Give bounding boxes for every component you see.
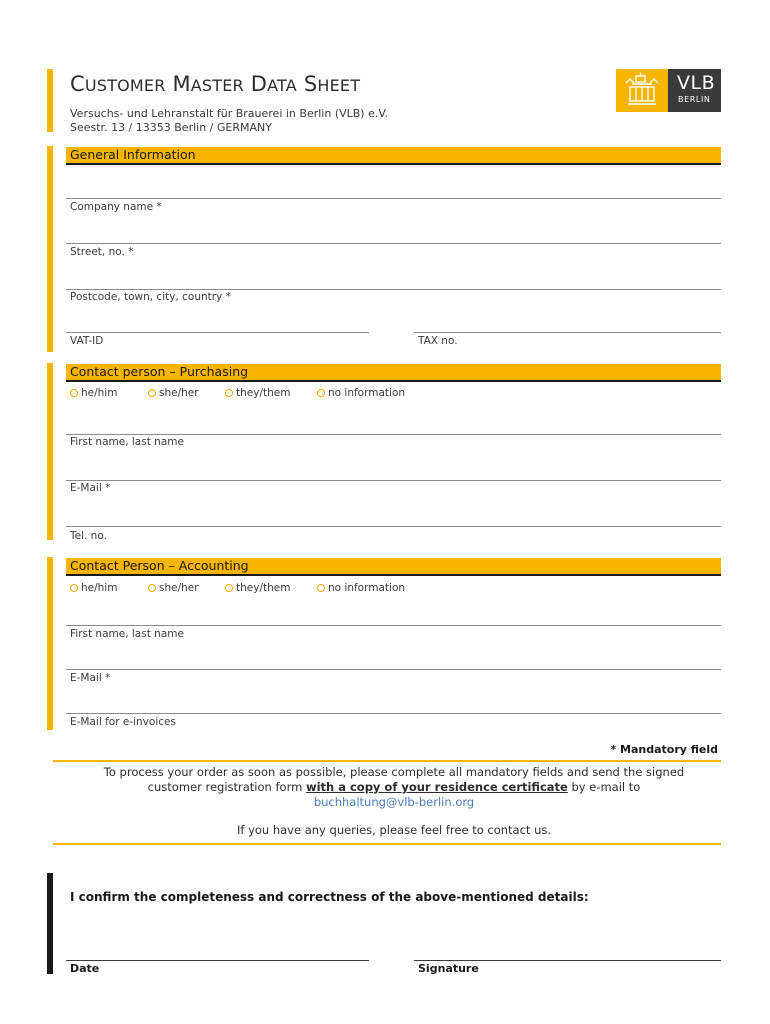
accounting-email-label: E-Mail * xyxy=(70,672,111,684)
street-label: Street, no. * xyxy=(70,246,134,258)
purchasing-tel-label: Tel. no. xyxy=(70,530,107,542)
accounting-einvoice-label: E-Mail for e-invoices xyxy=(70,716,176,728)
company-name-field[interactable] xyxy=(66,198,721,199)
mandatory-note: * Mandatory field xyxy=(610,743,718,756)
header-accent-bar xyxy=(47,69,53,132)
purchasing-email-label: E-Mail * xyxy=(70,482,111,494)
vlb-logo xyxy=(616,69,721,112)
purchasing-tel-field[interactable] xyxy=(66,526,721,527)
accounting-radio-they[interactable]: they/them xyxy=(225,582,290,594)
section-bar-general xyxy=(47,146,53,352)
vat-id-field[interactable] xyxy=(66,332,369,333)
signature-label: Signature xyxy=(418,962,479,975)
notice-bottom-divider xyxy=(53,843,721,845)
section-accounting-heading: Contact Person – Accounting xyxy=(66,558,721,576)
postcode-field[interactable] xyxy=(66,289,721,290)
purchasing-radio-no-info[interactable]: no information xyxy=(317,387,405,399)
residence-certificate-emphasis: with a copy of your residence certificate xyxy=(305,780,568,794)
accounting-email-link[interactable]: buchhaltung@vlb-berlin.org xyxy=(313,795,475,809)
institute-name: Versuchs- und Lehranstalt für Brauerei in Berlin (VLB) e.V. xyxy=(70,107,388,120)
purchasing-name-label: First name, last name xyxy=(70,436,184,448)
accounting-email-field[interactable] xyxy=(66,669,721,670)
notice-top-divider xyxy=(53,760,721,762)
postcode-label: Postcode, town, city, country * xyxy=(70,291,231,303)
purchasing-radio-he[interactable]: he/him xyxy=(70,387,117,399)
accounting-name-label: First name, last name xyxy=(70,628,184,640)
brewery-icon xyxy=(616,69,668,112)
notice-line-2: customer registration form with a copy of your residence certificate by e-mail to xyxy=(147,780,641,794)
tax-no-label: TAX no. xyxy=(418,335,458,347)
date-label: Date xyxy=(70,962,100,975)
vat-id-label: VAT-ID xyxy=(70,335,104,347)
section-bar-accounting xyxy=(47,557,53,730)
confirm-accent-bar xyxy=(47,873,53,974)
purchasing-radio-they[interactable]: they/them xyxy=(225,387,290,399)
notice-line-1: To process your order as soon as possible, please complete all mandatory fields and send the signed xyxy=(103,765,685,779)
accounting-radio-she[interactable]: she/her xyxy=(148,582,199,594)
confirm-statement: I confirm the completeness and correctness of the above-mentioned details: xyxy=(70,890,589,904)
accounting-radio-no-info[interactable]: no information xyxy=(317,582,405,594)
signature-field[interactable] xyxy=(414,960,721,961)
accounting-einvoice-field[interactable] xyxy=(66,713,721,714)
accounting-radio-he[interactable]: he/him xyxy=(70,582,117,594)
company-name-label: Company name * xyxy=(70,201,162,213)
purchasing-radio-she[interactable]: she/her xyxy=(148,387,199,399)
accounting-name-field[interactable] xyxy=(66,625,721,626)
section-bar-purchasing xyxy=(47,363,53,540)
institute-address: Seestr. 13 / 13353 Berlin / GERMANY xyxy=(70,121,272,134)
section-purchasing-heading: Contact person – Purchasing xyxy=(66,364,721,382)
page-title: CUSTOMER MASTER DATA SHEET xyxy=(70,72,361,96)
date-field[interactable] xyxy=(66,960,369,961)
logo-text: VLB xyxy=(677,72,716,94)
notice-email-row xyxy=(64,795,724,809)
tax-no-field[interactable] xyxy=(414,332,721,333)
street-field[interactable] xyxy=(66,243,721,244)
logo-city: BERLIN xyxy=(678,95,711,104)
purchasing-name-field[interactable] xyxy=(66,434,721,435)
notice-queries: If you have any queries, please feel free to contact us. xyxy=(236,823,552,837)
section-general-heading: General Information xyxy=(66,147,721,165)
purchasing-email-field[interactable] xyxy=(66,480,721,481)
